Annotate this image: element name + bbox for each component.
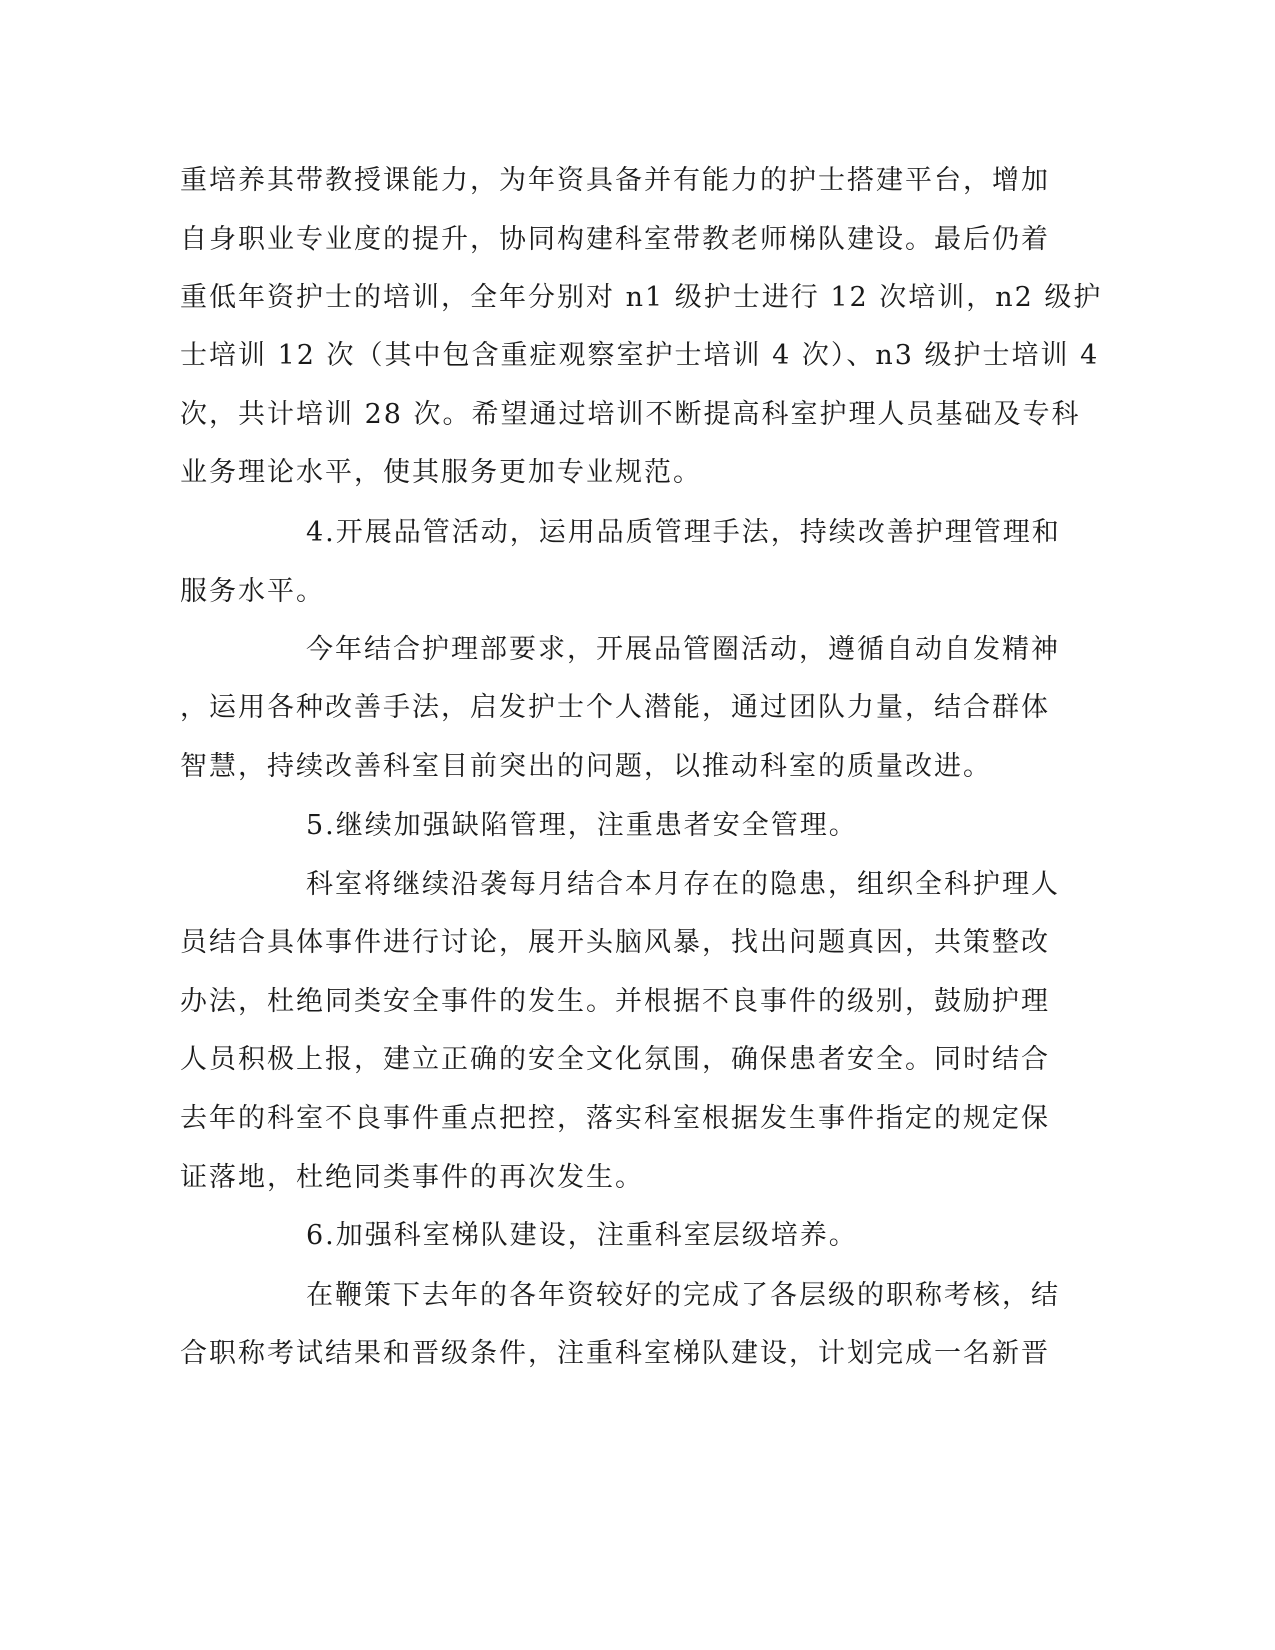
section-heading: 4.开展品管活动，运用品质管理手法，持续改善护理管理和 xyxy=(306,517,1061,548)
text-line: 智慧，持续改善科室目前突出的问题，以推动科室的质量改进。 xyxy=(180,751,992,782)
text-line: 次，共计培训 28 次。希望通过培训不断提高科室护理人员基础及专科 xyxy=(180,399,1081,430)
paragraph-start: 在鞭策下去年的各年资较好的完成了各层级的职称考核，结 xyxy=(306,1280,1060,1311)
text-line: 重培养其带教授课能力，为年资具备并有能力的护士搭建平台，增加 xyxy=(180,165,1050,196)
text-line: 人员积极上报，建立正确的安全文化氛围，确保患者安全。同时结合 xyxy=(180,1044,1050,1075)
text-line: 士培训 12 次（其中包含重症观察室护士培训 4 次）、n3 级护士培训 4 xyxy=(180,340,1100,371)
text-line: 业务理论水平，使其服务更加专业规范。 xyxy=(180,457,702,488)
text-line: 合职称考试结果和晋级条件，注重科室梯队建设，计划完成一名新晋 xyxy=(180,1338,1050,1369)
text-line: ，运用各种改善手法，启发护士个人潜能，通过团队力量，结合群体 xyxy=(180,692,1050,723)
section-heading: 6.加强科室梯队建设，注重科室层级培养。 xyxy=(306,1220,858,1251)
text-line: 办法，杜绝同类安全事件的发生。并根据不良事件的级别，鼓励护理 xyxy=(180,986,1050,1017)
paragraph-start: 今年结合护理部要求，开展品管圈活动，遵循自动自发精神 xyxy=(306,634,1060,665)
text-line: 员结合具体事件进行讨论，展开头脑风暴，找出问题真因，共策整改 xyxy=(180,927,1050,958)
section-heading: 5.继续加强缺陷管理，注重患者安全管理。 xyxy=(306,810,858,841)
text-line: 服务水平。 xyxy=(180,576,325,607)
paragraph-start: 科室将继续沿袭每月结合本月存在的隐患，组织全科护理人 xyxy=(306,869,1060,900)
text-line: 自身职业专业度的提升，协同构建科室带教老师梯队建设。最后仍着 xyxy=(180,224,1050,255)
text-line: 去年的科室不良事件重点把控，落实科室根据发生事件指定的规定保 xyxy=(180,1103,1050,1134)
text-line: 重低年资护士的培训，全年分别对 n1 级护士进行 12 次培训，n2 级护 xyxy=(180,282,1103,313)
text-line: 证落地，杜绝同类事件的再次发生。 xyxy=(180,1162,644,1193)
